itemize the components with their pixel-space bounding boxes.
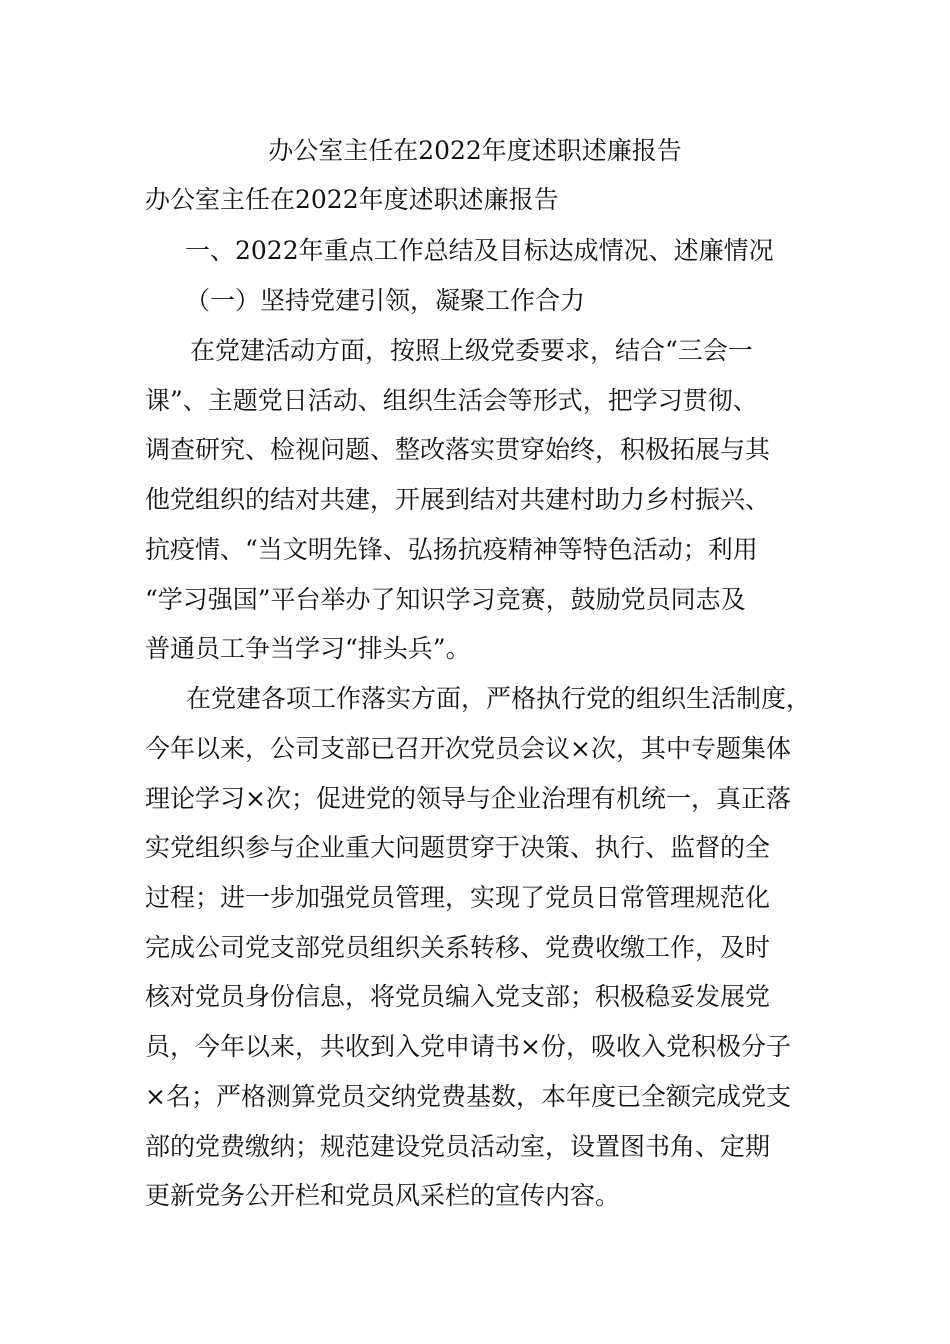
document-title: 办公室主任在2022年度述职述廉报告 <box>268 136 682 165</box>
paragraph-line: 更新党务公开栏和党员风采栏的宣传内容。 <box>145 1181 621 1210</box>
subsection-heading: （一）坚持党建引领，凝聚工作合力 <box>185 286 586 315</box>
paragraph-line: 过程；进一步加强党员管理，实现了党员日常管理规范化 <box>145 883 771 912</box>
paragraph-line: 理论学习×次；促进党的领导与企业治理有机统一，真正落 <box>145 784 791 813</box>
paragraph-line: 完成公司党支部党员组织关系转移、党费收缴工作，及时 <box>145 933 771 962</box>
paragraph-line: 核对党员身份信息，将党员编入党支部；积极稳妥发展党 <box>145 982 771 1011</box>
paragraph-line: 部的党费缴纳；规范建设党员活动室，设置图书角、定期 <box>145 1132 771 1161</box>
paragraph-line: 今年以来，公司支部已召开次党员会议×次，其中专题集体 <box>145 734 791 763</box>
paragraph-line: 调查研究、检视问题、整改落实贯穿始终，积极拓展与其 <box>145 435 771 464</box>
paragraph-line: 他党组织的结对共建，开展到结对共建村助力乡村振兴、 <box>145 485 771 514</box>
section-heading: 一、2022年重点工作总结及目标达成情况、述廉情况 <box>185 236 774 265</box>
paragraph-line: 普通员工争当学习“排头兵”。 <box>145 634 471 663</box>
paragraph-line: 实党组织参与企业重大问题贯穿于决策、执行、监督的全 <box>145 833 771 862</box>
paragraph-line: 课”、主题党日活动、组织生活会等形式，把学习贯彻、 <box>145 386 758 415</box>
paragraph-line: 在党建各项工作落实方面，严格执行党的组织生活制度， <box>186 684 812 713</box>
document-title-repeat: 办公室主任在2022年度述职述廉报告 <box>145 185 559 214</box>
paragraph-line: 抗疫情、“当文明先锋、弘扬抗疫精神等特色活动；利用 <box>145 535 758 564</box>
paragraph-line: 员，今年以来，共收到入党申请书×份，吸收入党积极分子 <box>145 1032 791 1061</box>
paragraph-line: “学习强国”平台举办了知识学习竞赛，鼓励党员同志及 <box>145 585 746 614</box>
paragraph-line: 在党建活动方面，按照上级党委要求，结合“三会一 <box>190 336 753 365</box>
paragraph-line: ×名；严格测算党员交纳党费基数，本年度已全额完成党支 <box>145 1082 791 1111</box>
